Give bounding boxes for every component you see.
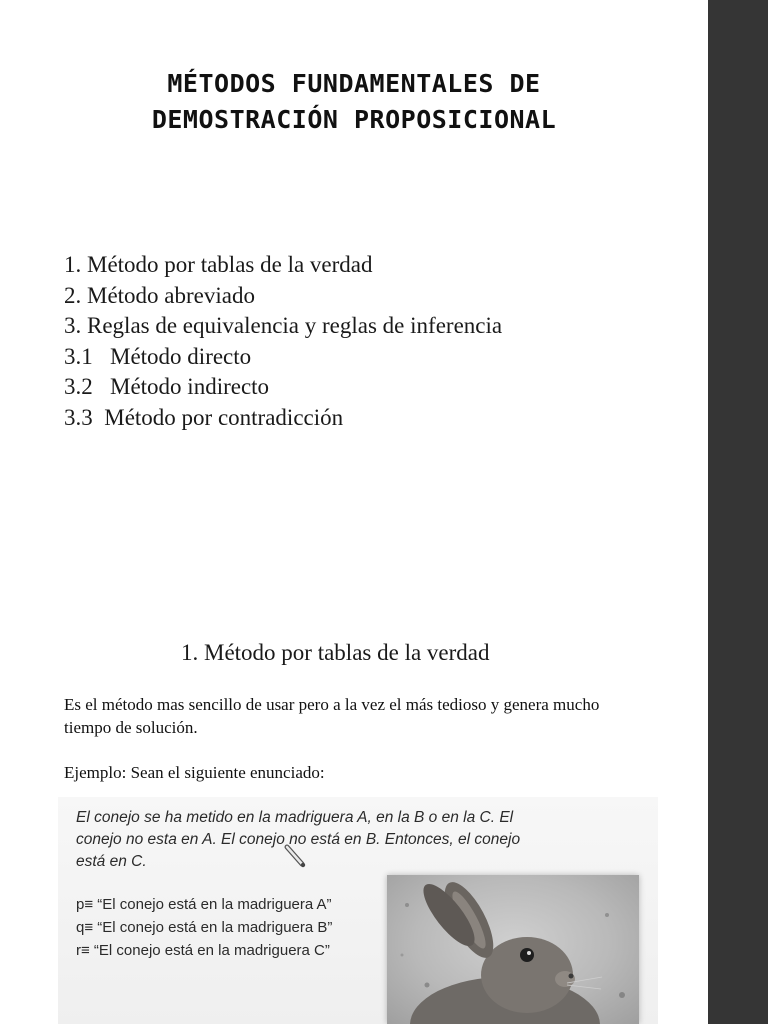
proposition-item: p≡ “El conejo está en la madriguera A” [76, 896, 332, 913]
contents-item: 3.1 Método directo [64, 343, 252, 369]
proposition-list [76, 893, 332, 962]
contents-item: 1. Método por tablas de la verdad [64, 252, 373, 277]
contents-item: 2. Método abreviado [64, 282, 255, 308]
proposition-item: q≡ “El conejo está en la madriguera B” [76, 919, 333, 936]
figure-statement: El conejo se ha metido en la madriguera A, en la B o en la C. El conejo no esta en A. El conejo no está en B. Entonces, el conejo está en C. [76, 809, 521, 870]
contents-item: 3.2 Método indirecto [64, 374, 270, 400]
pencil-cursor-icon [284, 844, 308, 870]
contents-item: 3. Reglas de equivalencia y reglas de inferencia [64, 313, 503, 339]
rabbit-photo [387, 875, 639, 1024]
title-line-1: MÉTODOS FUNDAMENTALES DE [167, 69, 541, 98]
section-heading: 1. Método por tablas de la verdad [181, 640, 490, 665]
page-title [0, 66, 708, 138]
proposition-item: r≡ “El conejo está en la madriguera C” [76, 942, 330, 959]
contents-list [64, 250, 502, 434]
example-figure [58, 797, 658, 1024]
title-line-2: DEMOSTRACIÓN PROPOSICIONAL [151, 105, 557, 134]
contents-item: 3.3 Método por contradicción [64, 404, 344, 430]
rabbit-icon [387, 875, 639, 1024]
viewer-scrollbar[interactable] [708, 0, 768, 1024]
example-label: Ejemplo: Sean el siguiente enunciado: [64, 763, 325, 782]
section-paragraph: Es el método mas sencillo de usar pero a la vez el más tedioso y genera mucho tiempo de solución. [64, 695, 600, 737]
